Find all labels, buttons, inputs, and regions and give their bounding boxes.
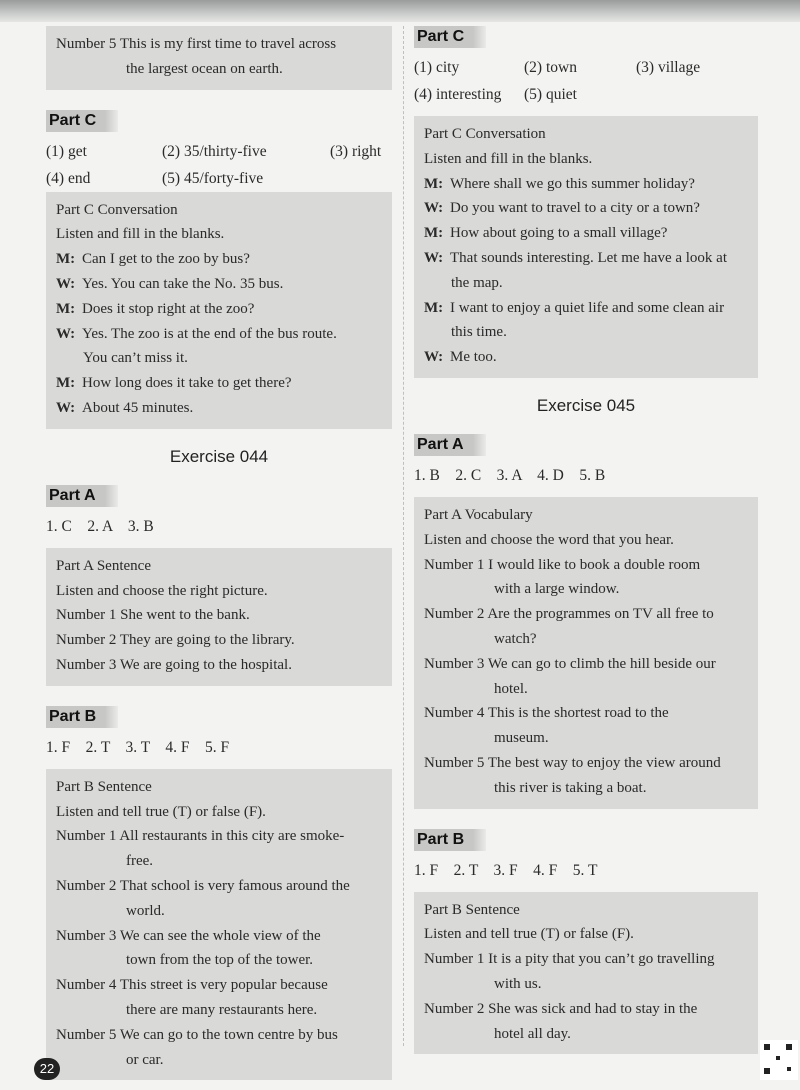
script-line bbox=[56, 198, 382, 223]
script-line bbox=[424, 627, 748, 652]
script-line bbox=[56, 924, 382, 949]
script-text: Part A Sentence bbox=[56, 557, 151, 574]
script-text: Do you want to travel to a city or a town? bbox=[450, 200, 700, 217]
part-a-label: Part A bbox=[46, 485, 118, 507]
part-b-answers: 1. F 2. T 3. F 4. F 5. T bbox=[414, 861, 598, 879]
script-line bbox=[56, 824, 382, 849]
script-line bbox=[424, 997, 748, 1022]
speaker-label: W: bbox=[424, 349, 444, 366]
script-text: this river is taking a boat. bbox=[494, 779, 647, 796]
script-text: hotel all day. bbox=[494, 1025, 571, 1042]
part-c-answers bbox=[414, 54, 758, 108]
script-text: Number 2 They are going to the library. bbox=[56, 632, 295, 649]
script-text: Number 2 Are the programmes on TV all free to bbox=[424, 606, 714, 623]
script-text: there are many restaurants here. bbox=[126, 1001, 318, 1018]
script-line bbox=[56, 32, 382, 57]
script-line bbox=[424, 122, 748, 147]
script-line bbox=[424, 271, 748, 296]
script-line bbox=[56, 396, 382, 421]
script-line bbox=[424, 602, 748, 627]
script-text: Listen and tell true (T) or false (F). bbox=[424, 926, 634, 943]
script-text: How long does it take to get there? bbox=[82, 375, 292, 392]
script-line bbox=[56, 849, 382, 874]
answer-item: (2) 35/thirty-five bbox=[162, 142, 267, 160]
script-text: Number 4 This street is very popular because bbox=[56, 977, 328, 994]
script-line bbox=[424, 147, 748, 172]
script-line bbox=[56, 346, 382, 371]
speaker-label: W: bbox=[424, 200, 444, 217]
script-text: the largest ocean on earth. bbox=[126, 60, 283, 77]
script-line bbox=[56, 653, 382, 678]
script-line bbox=[424, 726, 748, 751]
script-text: Listen and tell true (T) or false (F). bbox=[56, 803, 266, 820]
part-c-label: Part C bbox=[46, 110, 118, 132]
answer-item: (3) right bbox=[330, 142, 382, 160]
answer-item: (5) quiet bbox=[524, 86, 577, 103]
script-text: Part A Vocabulary bbox=[424, 506, 533, 523]
speaker-label: M: bbox=[56, 375, 76, 392]
script-text: Number 1 I would like to book a double room bbox=[424, 556, 701, 573]
script-text: world. bbox=[126, 902, 165, 919]
script-text: Listen and fill in the blanks. bbox=[56, 226, 225, 243]
speaker-label: W: bbox=[424, 249, 444, 266]
script-text: Part C Conversation bbox=[56, 201, 178, 218]
script-text: Number 2 She was sick and had to stay in the bbox=[424, 1000, 698, 1017]
script-line bbox=[56, 775, 382, 800]
script-text: Part B Sentence bbox=[424, 901, 520, 918]
script-text: You can’t miss it. bbox=[83, 350, 188, 367]
script-line bbox=[56, 1048, 382, 1073]
part-b-script-box bbox=[414, 892, 758, 1055]
part-a-answers: 1. B 2. C 3. A 4. D 5. B bbox=[414, 466, 606, 484]
script-text: Yes. The zoo is at the end of the bus route. bbox=[82, 325, 337, 342]
script-line bbox=[424, 972, 748, 997]
part-c-script-box bbox=[46, 192, 392, 429]
script-text: Listen and choose the right picture. bbox=[56, 582, 268, 599]
exercise-title: Exercise 044 bbox=[169, 446, 269, 466]
speaker-label: M: bbox=[424, 225, 444, 242]
script-line bbox=[424, 528, 748, 553]
script-line bbox=[56, 628, 382, 653]
script-text: this time. bbox=[451, 324, 507, 341]
page-top-border bbox=[0, 0, 800, 22]
script-text: Number 3 We can see the whole view of the bbox=[56, 927, 321, 944]
part-c-script-box bbox=[414, 116, 758, 378]
script-text: Number 5 This is my first time to travel across bbox=[56, 36, 337, 52]
script-text: Listen and fill in the blanks. bbox=[424, 150, 593, 167]
script-text: Number 1 It is a pity that you can’t go travelling bbox=[424, 951, 715, 968]
script-text: About 45 minutes. bbox=[82, 399, 194, 416]
script-line bbox=[424, 701, 748, 726]
part-a-script-box bbox=[46, 548, 392, 686]
answer-item: (4) end bbox=[46, 169, 91, 187]
script-line bbox=[56, 57, 382, 82]
script-text: with us. bbox=[494, 975, 542, 992]
column-divider bbox=[403, 26, 404, 1046]
answer-row bbox=[414, 54, 758, 81]
part-a-script-box bbox=[414, 497, 758, 809]
script-line bbox=[424, 553, 748, 578]
answer-item: (4) interesting bbox=[414, 86, 502, 103]
script-line bbox=[56, 554, 382, 579]
script-line bbox=[56, 800, 382, 825]
answer-item: (1) get bbox=[46, 142, 87, 160]
script-text: Me too. bbox=[450, 349, 497, 366]
script-text: hotel. bbox=[494, 680, 528, 697]
script-line bbox=[424, 196, 748, 221]
script-line bbox=[424, 172, 748, 197]
script-line bbox=[424, 776, 748, 801]
script-text: Can I get to the zoo by bus? bbox=[82, 251, 250, 268]
script-line bbox=[424, 1022, 748, 1047]
script-line bbox=[56, 371, 382, 396]
answer-item: (2) town bbox=[524, 59, 577, 76]
exercise-title: Exercise 045 bbox=[536, 395, 636, 415]
part-b-label: Part B bbox=[414, 829, 486, 851]
script-line bbox=[424, 246, 748, 271]
part-c-answers bbox=[46, 138, 392, 192]
script-line bbox=[424, 503, 748, 528]
script-line bbox=[56, 603, 382, 628]
answer-item: (5) 45/forty-five bbox=[162, 169, 264, 187]
left-top-script-box bbox=[46, 26, 392, 90]
speaker-label: M: bbox=[424, 299, 444, 316]
part-c-label: Part C bbox=[414, 26, 486, 48]
script-text: museum. bbox=[494, 730, 549, 747]
script-text: Number 5 The best way to enjoy the view around bbox=[424, 754, 721, 771]
speaker-label: W: bbox=[56, 399, 76, 416]
speaker-label: M: bbox=[56, 251, 76, 268]
script-line bbox=[56, 272, 382, 297]
script-line bbox=[56, 579, 382, 604]
script-line bbox=[56, 973, 382, 998]
script-text: Part B Sentence bbox=[56, 778, 152, 795]
script-line bbox=[424, 345, 748, 370]
script-text: Number 1 She went to the bank. bbox=[56, 607, 250, 624]
speaker-label: M: bbox=[424, 175, 444, 192]
right-column bbox=[414, 22, 758, 1064]
answer-row bbox=[46, 165, 392, 192]
part-a-label: Part A bbox=[414, 434, 486, 456]
script-text: Number 2 That school is very famous around the bbox=[56, 877, 350, 894]
script-line bbox=[56, 874, 382, 899]
script-text: How about going to a small village? bbox=[450, 225, 668, 242]
script-text: I want to enjoy a quiet life and some clean air bbox=[450, 299, 725, 316]
speaker-label: W: bbox=[56, 275, 76, 292]
script-text: free. bbox=[126, 853, 154, 870]
script-line bbox=[424, 898, 748, 923]
script-line bbox=[424, 922, 748, 947]
script-text: with a large window. bbox=[494, 581, 620, 598]
script-line bbox=[56, 222, 382, 247]
left-column bbox=[46, 26, 392, 1090]
script-text: Listen and choose the word that you hear. bbox=[424, 531, 674, 548]
script-text: the map. bbox=[451, 274, 503, 291]
answer-item: (3) village bbox=[636, 59, 701, 76]
script-line bbox=[424, 652, 748, 677]
script-text: or car. bbox=[126, 1051, 164, 1068]
script-text: That sounds interesting. Let me have a look at bbox=[450, 249, 728, 266]
script-text: Does it stop right at the zoo? bbox=[82, 300, 255, 317]
script-text: Number 5 We can go to the town centre by bus bbox=[56, 1026, 338, 1043]
script-text: Number 4 This is the shortest road to the bbox=[424, 705, 669, 722]
page-number: 22 bbox=[34, 1058, 60, 1080]
script-text: Yes. You can take the No. 35 bus. bbox=[82, 275, 284, 292]
script-line bbox=[56, 297, 382, 322]
part-b-answers: 1. F 2. T 3. T 4. F 5. F bbox=[46, 738, 230, 756]
script-line bbox=[56, 998, 382, 1023]
script-line bbox=[56, 247, 382, 272]
speaker-label: M: bbox=[56, 300, 76, 317]
script-line bbox=[56, 1023, 382, 1048]
script-line bbox=[56, 322, 382, 347]
script-line bbox=[424, 577, 748, 602]
answer-item: (1) city bbox=[414, 59, 460, 76]
script-text: watch? bbox=[494, 630, 537, 647]
script-line bbox=[424, 677, 748, 702]
speaker-label: W: bbox=[56, 325, 76, 342]
part-b-script-box bbox=[46, 769, 392, 1081]
qr-code-icon bbox=[760, 1040, 798, 1080]
script-line bbox=[424, 221, 748, 246]
part-b-label: Part B bbox=[46, 706, 118, 728]
part-a-answers: 1. C 2. A 3. B bbox=[46, 517, 154, 535]
answer-row bbox=[414, 81, 758, 108]
script-line bbox=[424, 320, 748, 345]
script-line bbox=[424, 751, 748, 776]
script-line bbox=[424, 947, 748, 972]
script-line bbox=[56, 899, 382, 924]
script-text: Number 3 We can go to climb the hill beside our bbox=[424, 655, 716, 672]
script-line bbox=[424, 296, 748, 321]
script-line bbox=[56, 948, 382, 973]
script-text: Number 3 We are going to the hospital. bbox=[56, 656, 292, 673]
script-text: Number 1 All restaurants in this city are smoke- bbox=[56, 828, 345, 845]
script-text: Where shall we go this summer holiday? bbox=[450, 175, 695, 192]
script-text: Part C Conversation bbox=[424, 126, 546, 142]
answer-row bbox=[46, 138, 392, 165]
script-text: town from the top of the tower. bbox=[126, 952, 314, 969]
